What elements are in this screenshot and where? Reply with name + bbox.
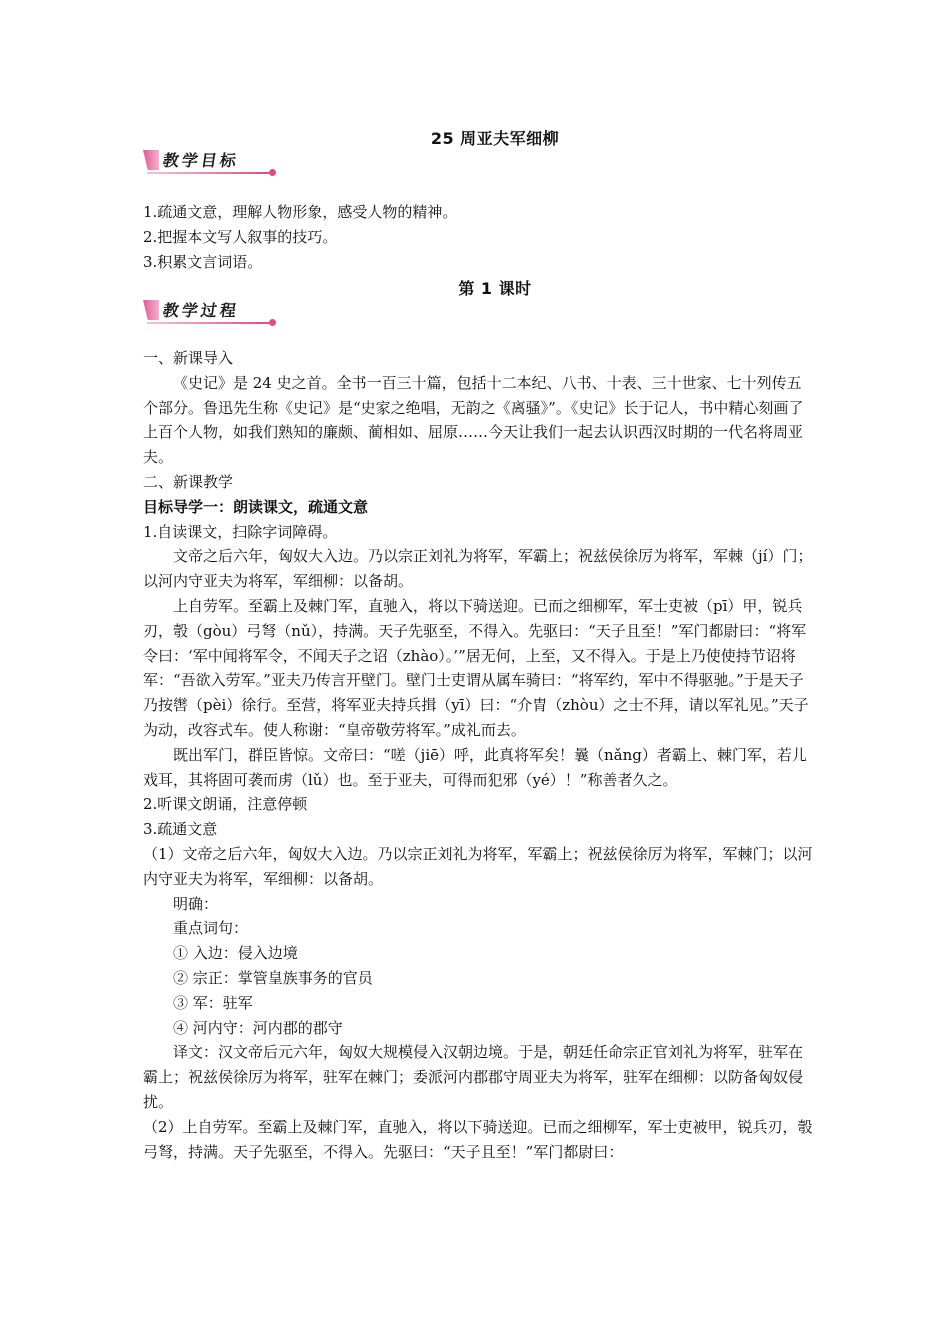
ribbon-icon: [143, 300, 159, 320]
dot-icon: [269, 169, 276, 176]
banner-underline: [147, 322, 269, 324]
paragraph: 2.听课文朗诵，注意停顿: [143, 795, 308, 814]
banner-label: 教学过程: [161, 301, 241, 320]
paragraph: 《史记》是 24 史之首。全书一百三十篇，包括十二本纪、八书、十表、三十世家、七十列传五个部分。鲁迅先生称《史记》是“史家之绝唱，无韵之《离骚》”。《史记》长于记人，书中精心刻画了上百个人物，如我们熟知的廉颇、蔺相如、屈原……今天让我们一起去认识西汉时期的一代名将周亚夫。: [143, 373, 804, 467]
document-title: 25 周亚夫军细柳: [430, 129, 560, 148]
paragraph: 1.自读课文，扫除字词障碍。: [143, 522, 338, 541]
paragraph: 3.疏通文意: [143, 820, 218, 839]
paragraph: 重点词句：: [173, 919, 249, 938]
dot-icon: [269, 319, 276, 326]
list-item: ③ 军：驻军: [173, 993, 253, 1012]
lesson-heading: 第 1 课时: [458, 279, 532, 298]
banner-label: 教学目标: [161, 151, 241, 170]
section-heading: 目标导学一：朗读课文，疏通文意: [143, 497, 369, 516]
banner-underline: [147, 172, 269, 174]
goals-list: [143, 200, 813, 274]
list-item: ① 入边：侵入边境: [173, 944, 298, 963]
document-body: [143, 346, 813, 1164]
paragraph: 文帝之后六年，匈奴大入边。乃以宗正刘礼为将军，军霸上；祝兹侯徐厉为将军，军棘（jí）门；以河内守亚夫为将军，军细柳：以备胡。: [143, 547, 813, 591]
paragraph: 明确：: [173, 894, 219, 913]
paragraph: 译文：汉文帝后元六年，匈奴大规模侵入汉朝边境。于是，朝廷任命宗正官刘礼为将军，驻军在霸上；祝兹侯徐厉为将军，驻军在棘门；委派河内郡郡守周亚夫为将军，驻军在细柳：以防备匈奴侵扰。: [143, 1043, 804, 1111]
list-item: ② 宗正：掌管皇族事务的官员: [173, 968, 373, 987]
goal-item: 1.疏通文意，理解人物形象，感受人物的精神。: [143, 203, 458, 221]
paragraph: （2）上自劳军。至霸上及棘门军，直驰入，将以下骑送迎。已而之细柳军，军士吏被甲，锐兵刃，彀弓弩，持满。天子先驱至，不得入。先驱曰：“天子且至！”军门都尉曰：: [143, 1117, 813, 1161]
goal-item: 3.积累文言词语。: [143, 252, 263, 271]
paragraph: 上自劳军。至霸上及棘门军，直驰入，将以下骑送迎。已而之细柳军，军士吏被（pī）甲，锐兵刃，彀（gòu）弓弩（nǔ），持满。天子先驱至，不得入。先驱曰：“天子且至！”军门都尉曰：“将军令曰：‘军中闻将军令，不闻天子之诏（zhào）。’”居无何，上至，又不得入。于是上乃使使持节诏将军：“吾欲入劳军。”亚夫乃传言开壁门。壁门士吏谓从属车骑曰：“将军约，军中不得驱驰。”于是天子乃按辔（pèi）徐行。至营，将军亚夫持兵揖（yī）曰：“介胄（zhòu）之士不拜，请以军礼见。”天子为动，改容式车。使人称谢：“皇帝敬劳将军。”成礼而去。: [143, 596, 809, 739]
goal-item: 2.把握本文写人叙事的技巧。: [143, 227, 338, 246]
ribbon-icon: [143, 150, 159, 170]
section-banner-process: [143, 298, 279, 326]
paragraph: 一、新课导入: [143, 349, 234, 367]
list-item: ④ 河内守：河内郡的郡守: [173, 1018, 343, 1037]
paragraph: （1）文帝之后六年，匈奴大入边。乃以宗正刘礼为将军，军霸上；祝兹侯徐厉为将军，军棘门；以河内守亚夫为将军，军细柳：以备胡。: [143, 844, 813, 888]
paragraph: 二、新课教学: [143, 472, 234, 491]
section-banner-goals: [143, 148, 279, 176]
paragraph: 既出军门，群臣皆惊。文帝曰：“嗟（jiē）呼，此真将军矣！曩（nǎng）者霸上、棘门军，若儿戏耳，其将固可袭而虏（lǔ）也。至于亚夫，可得而犯邪（yé）！”称善者久之。: [143, 745, 807, 789]
